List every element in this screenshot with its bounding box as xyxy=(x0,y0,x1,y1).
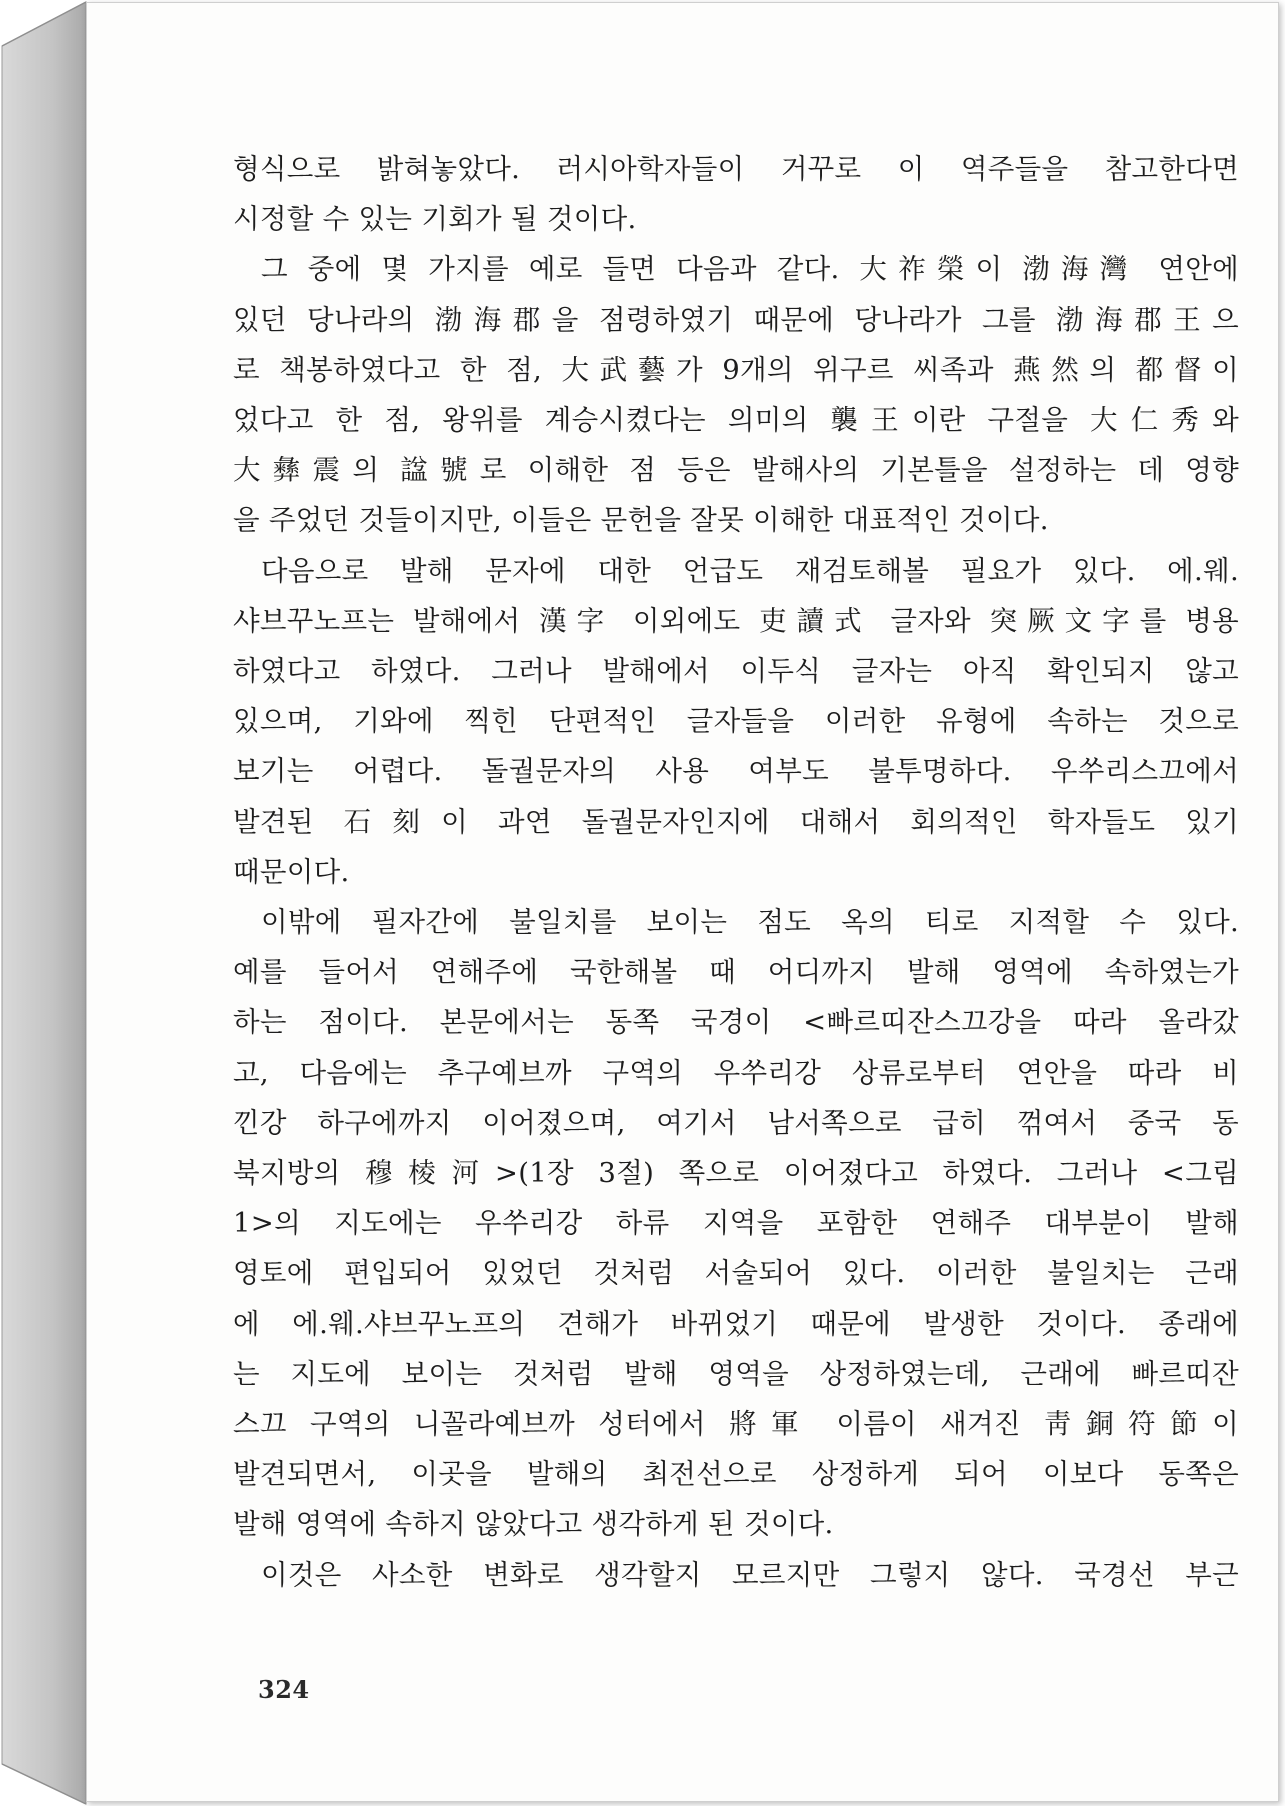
text-line: 다음으로 발해 문자에 대한 언급도 재검토해볼 필요가 있다. 에.웨. xyxy=(261,554,1239,587)
text-line: 영토에 편입되어 있었던 것처럼 서술되어 있다. 이러한 불일치는 근래 xyxy=(233,1257,1239,1290)
paragraph-3 xyxy=(233,546,1239,897)
text-line: 그 중에 몇 가지를 예로 들면 다음과 같다. 大祚榮이 渤海灣 연안에 xyxy=(261,253,1239,286)
text-line: 로 책봉하였다고 한 점, 大武藝가 9개의 위구르 씨족과 燕然의 都督이 xyxy=(233,353,1239,386)
text-line: 예를 들어서 연해주에 국한해볼 때 어디까지 발해 영역에 속하였는가 xyxy=(233,956,1239,989)
paragraph-2 xyxy=(233,244,1239,545)
text-line: 낀강 하구에까지 이어졌으며, 여기서 남서쪽으로 급히 꺾여서 중국 동 xyxy=(233,1106,1239,1139)
text-line: 시정할 수 있는 기회가 될 것이다. xyxy=(233,203,637,236)
text-line: 고, 다음에는 추구예브까 구역의 우쑤리강 상류로부터 연안을 따라 비 xyxy=(233,1056,1239,1089)
text-line: 형식으로 밝혀놓았다. 러시아학자들이 거꾸로 이 역주들을 참고한다면 xyxy=(233,153,1239,185)
text-line: 이것은 사소한 변화로 생각할지 모르지만 그렇지 않다. 국경선 부근 xyxy=(261,1558,1239,1591)
text-line: 大彝震의 諡號로 이해한 점 등은 발해사의 기본틀을 설정하는 데 영향 xyxy=(233,454,1239,487)
text-line: 에 에.웨.샤브꾸노프의 견해가 바뀌었기 때문에 발생한 것이다. 종래에 xyxy=(233,1307,1239,1340)
text-line: 북지방의 穆棱河>(1장 3절) 쪽으로 이어졌다고 하였다. 그러나 <그림 xyxy=(233,1157,1239,1190)
text-line: 발견되면서, 이곳을 발해의 최전선으로 상정하게 되어 이보다 동쪽은 xyxy=(233,1458,1239,1491)
text-line: 이밖에 필자간에 불일치를 보이는 점도 옥의 티로 지적할 수 있다. xyxy=(261,906,1239,939)
paragraph-5 xyxy=(233,1550,1239,1600)
text-line: 1>의 지도에는 우쑤리강 하류 지역을 포함한 연해주 대부분이 발해 xyxy=(233,1207,1239,1240)
text-line: 때문이다. xyxy=(233,855,350,888)
text-line: 스끄 구역의 니꼴라예브까 성터에서 將軍 이름이 새겨진 靑銅符節이 xyxy=(233,1408,1239,1441)
text-line: 하였다고 하였다. 그러나 발해에서 이두식 글자는 아직 확인되지 않고 xyxy=(233,655,1239,688)
text-line: 하는 점이다. 본문에서는 동쪽 국경이 <빠르띠잔스끄강을 따라 올라갔 xyxy=(233,1006,1239,1039)
text-line: 샤브꾸노프는 발해에서 漢字 이외에도 吏讀式 글자와 突厥文字를 병용 xyxy=(233,604,1239,637)
text-line: 었다고 한 점, 왕위를 계승시켰다는 의미의 襲王이란 구절을 大仁秀와 xyxy=(233,404,1239,437)
text-line: 는 지도에 보이는 것처럼 발해 영역을 상정하였는데, 근래에 빠르띠잔 xyxy=(233,1357,1239,1390)
text-line: 발견된 石刻이 과연 돌궐문자인지에 대해서 회의적인 학자들도 있기 xyxy=(233,805,1239,838)
paragraph-4 xyxy=(233,897,1239,1550)
text-line: 발해 영역에 속하지 않았다고 생각하게 된 것이다. xyxy=(233,1508,834,1541)
page-number: 324 xyxy=(258,1675,310,1704)
text-line: 보기는 어렵다. 돌궐문자의 사용 여부도 불투명하다. 우쑤리스끄에서 xyxy=(233,755,1239,788)
paragraph-1 xyxy=(233,144,1239,244)
body-text xyxy=(233,144,1239,1600)
text-line: 있으며, 기와에 찍힌 단편적인 글자들을 이러한 유형에 속하는 것으로 xyxy=(233,705,1239,738)
text-line: 을 주었던 것들이지만, 이들은 문헌을 잘못 이해한 대표적인 것이다. xyxy=(233,504,1049,537)
book-page xyxy=(86,2,1279,1802)
text-line: 있던 당나라의 渤海郡을 점령하였기 때문에 당나라가 그를 渤海郡王으 xyxy=(233,303,1239,336)
